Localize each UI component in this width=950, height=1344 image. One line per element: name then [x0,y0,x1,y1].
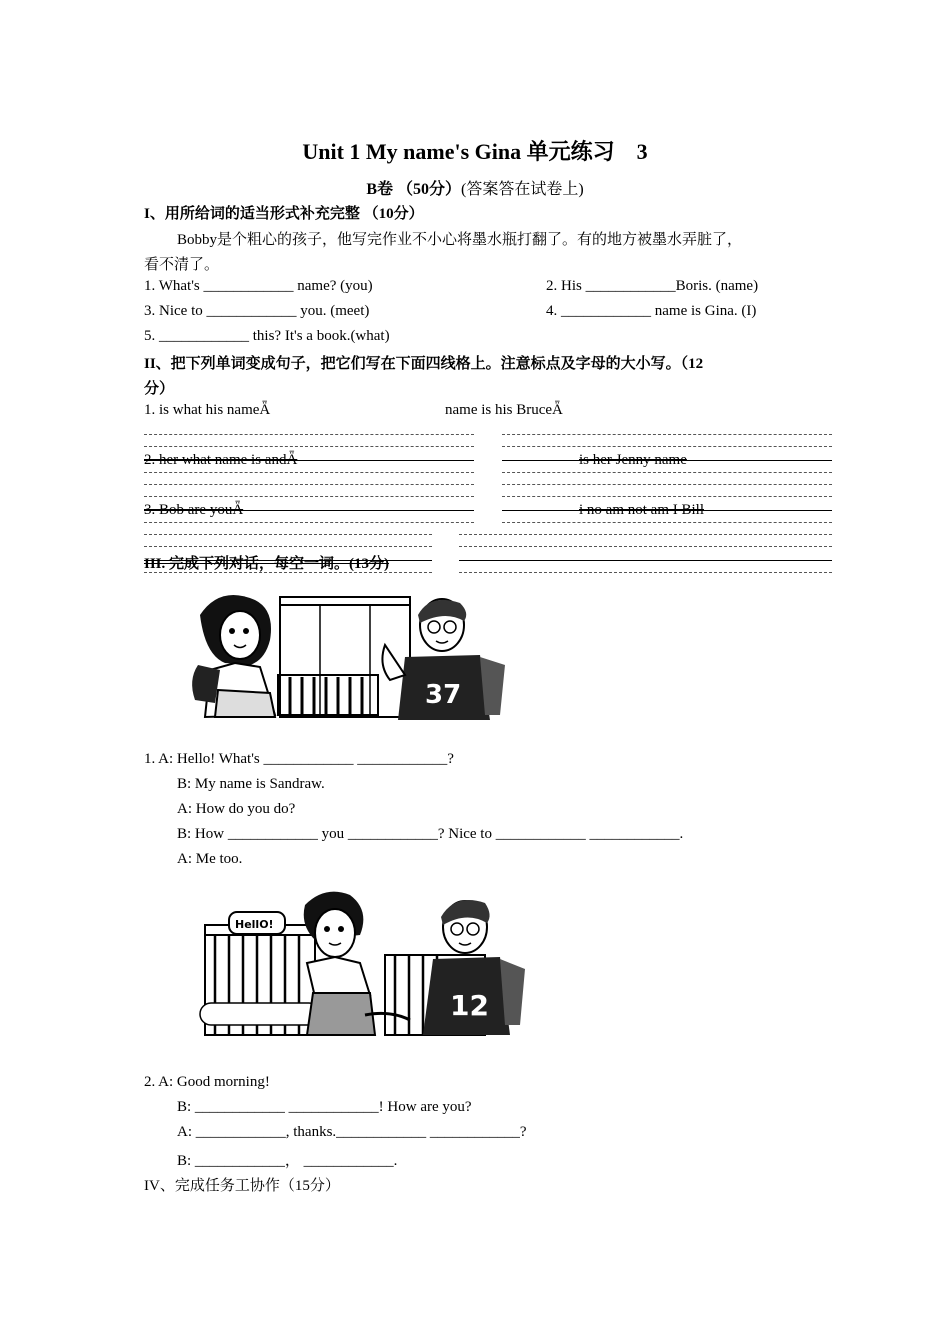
section2-item-3: 2. her what name is andǞ [144,452,298,468]
section1-heading: I、用所给词的适当形式补充完整 （10分） [144,206,424,222]
dialogue1-line-3: A: How do you do? [177,801,296,817]
section2-item-1: 1. is what his nameǞ [144,402,271,418]
dialogue2-line-3: A: ____________, thanks.____________ ____________? [177,1124,527,1140]
four-line-grid-line [502,446,832,447]
section2-item-5: 3. Bob are youǞ [144,502,244,518]
four-line-grid-baseline [459,560,832,561]
section1-question-1: 1. What's ____________ name? (you) [144,278,373,294]
section1-question-4: 4. ____________ name is Gina. (I) [546,303,757,319]
four-line-grid-line [502,484,832,485]
svg-text:12: 12 [450,989,489,1022]
section2-heading-line1: II、把下列单词变成句子，把它们写在下面四线格上。注意标点及字母的大小写。（12 [144,356,704,372]
four-line-grid-line [144,484,474,485]
section2-item-6: i no am not am I Bill [579,502,704,518]
illustration-handshake [195,885,535,1043]
section1-question-2: 2. His ____________Boris. (name) [546,278,759,294]
section4-heading: IV、完成任务工协作（15分） [144,1178,340,1194]
speech-bubble-text: HellO! [235,918,274,931]
four-line-grid-line [144,534,432,535]
four-line-grid-line [144,522,474,523]
four-line-grid-line [144,546,432,547]
four-line-grid-line [502,496,832,497]
four-line-grid-line [459,572,832,573]
dialogue2-line-2: B: ____________ ____________! How are you? [177,1099,472,1115]
subtitle-note: (答案答在试卷上) [461,181,584,198]
four-line-grid-line [502,434,832,435]
four-line-grid-line [459,546,832,547]
illustration-girl-and-boy-greeting [180,585,520,735]
section3-heading: III. 完成下列对话，每空一词。(13分) [144,556,390,572]
dialogue1-line-2: B: My name is Sandraw. [177,776,325,792]
four-line-grid-line [459,534,832,535]
section1-intro-line2: 看不清了。 [144,257,220,273]
dialogue1-line-4: B: How ____________ you ____________? Nice to ____________ ____________. [177,826,684,842]
dialogue1-line-1: 1. A: Hello! What's ____________ ____________? [144,751,454,767]
page-title: Unit 1 My name's Gina 单元练习 3 [302,139,648,164]
section1-intro-line1: Bobby是个粗心的孩子，他写完作业不小心将墨水瓶打翻了。有的地方被墨水弄脏了， [177,232,743,248]
section1-question-5: 5. ____________ this? It's a book.(what) [144,328,390,344]
four-line-grid-line [144,446,474,447]
dialogue2-line-4: B: ____________， ____________. [177,1153,398,1169]
subtitle [0,176,950,199]
four-line-grid-line [502,472,832,473]
four-line-grid-line [502,522,832,523]
section2-item-2: name is his BruceǞ [445,402,563,418]
dialogue2-line-1: 2. A: Good morning! [144,1074,270,1090]
section1-question-3: 3. Nice to ____________ you. (meet) [144,303,370,319]
dialogue1-line-5: A: Me too. [177,851,243,867]
subtitle-part: B卷 （50分） [366,181,461,198]
section2-item-4: is her Jenny name [579,452,687,468]
svg-text:37: 37 [425,680,462,710]
four-line-grid-line [144,472,474,473]
four-line-grid-line [144,496,474,497]
four-line-grid-line [144,434,474,435]
section2-heading-line2: 分） [144,381,175,397]
